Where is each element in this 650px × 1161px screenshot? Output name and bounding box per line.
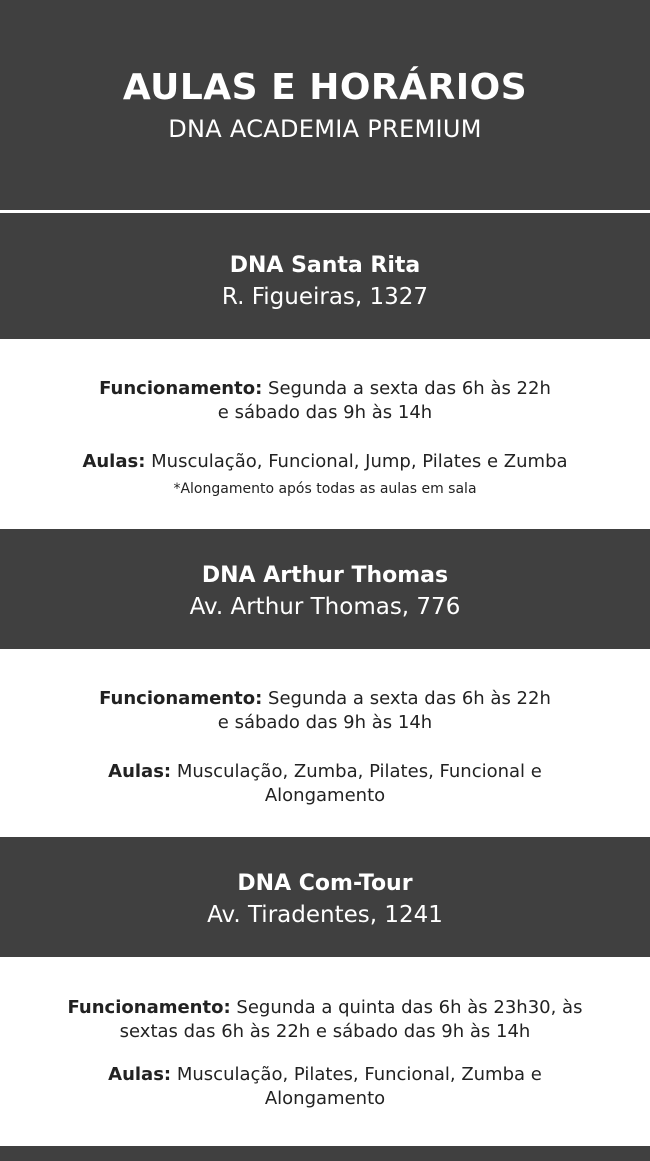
classes-text-continued: Alongamento — [264, 785, 386, 806]
location-info-santa-rita — [40, 377, 610, 498]
classes-line — [40, 450, 610, 474]
hours-label: Funcionamento: — [99, 688, 263, 709]
page-title: AULAS E HORÁRIOS — [122, 67, 528, 108]
location-address: Av. Tiradentes, 1241 — [207, 902, 443, 928]
location-info-arthur-thomas — [40, 687, 610, 808]
classes-text-continued: Alongamento — [264, 1088, 386, 1109]
location-address: Av. Arthur Thomas, 776 — [189, 594, 461, 620]
classes-label: Aulas: — [82, 451, 146, 472]
classes-label: Aulas: — [108, 761, 172, 782]
hours-text-continued: sextas das 6h às 22h e sábado das 9h às 14h — [119, 1021, 531, 1042]
location-header-com-tour — [0, 837, 650, 957]
classes-text: Musculação, Pilates, Funcional, Zumba e — [176, 1064, 542, 1085]
page-subtitle: DNA ACADEMIA PREMIUM — [168, 115, 482, 143]
hours-line — [40, 377, 610, 401]
classes-line — [40, 760, 610, 784]
footer-band — [0, 1146, 650, 1161]
hours-text: Segunda a quinta das 6h às 23h30, às — [236, 997, 583, 1018]
classes-text: Musculação, Zumba, Pilates, Funcional e — [176, 761, 542, 782]
hours-line — [40, 687, 610, 711]
location-info-com-tour — [25, 996, 625, 1111]
location-address: R. Figueiras, 1327 — [221, 284, 429, 310]
classes-label: Aulas: — [108, 1064, 172, 1085]
location-name: DNA Santa Rita — [229, 253, 421, 278]
hours-text: Segunda a sexta das 6h às 22h — [268, 378, 551, 399]
location-header-arthur-thomas — [0, 529, 650, 649]
hours-label: Funcionamento: — [67, 997, 231, 1018]
classes-line — [25, 1063, 625, 1087]
hours-text-continued: e sábado das 9h às 14h — [217, 712, 433, 733]
location-name: DNA Arthur Thomas — [201, 563, 449, 588]
hours-line — [25, 996, 625, 1020]
location-header-santa-rita — [0, 219, 650, 339]
classes-note: *Alongamento após todas as aulas em sala — [173, 481, 477, 497]
hours-text: Segunda a sexta das 6h às 22h — [268, 688, 551, 709]
hero-header — [0, 0, 650, 210]
classes-text: Musculação, Funcional, Jump, Pilates e Zumba — [151, 451, 568, 472]
hours-label: Funcionamento: — [99, 378, 263, 399]
location-name: DNA Com-Tour — [237, 871, 413, 896]
hours-text-continued: e sábado das 9h às 14h — [217, 402, 433, 423]
